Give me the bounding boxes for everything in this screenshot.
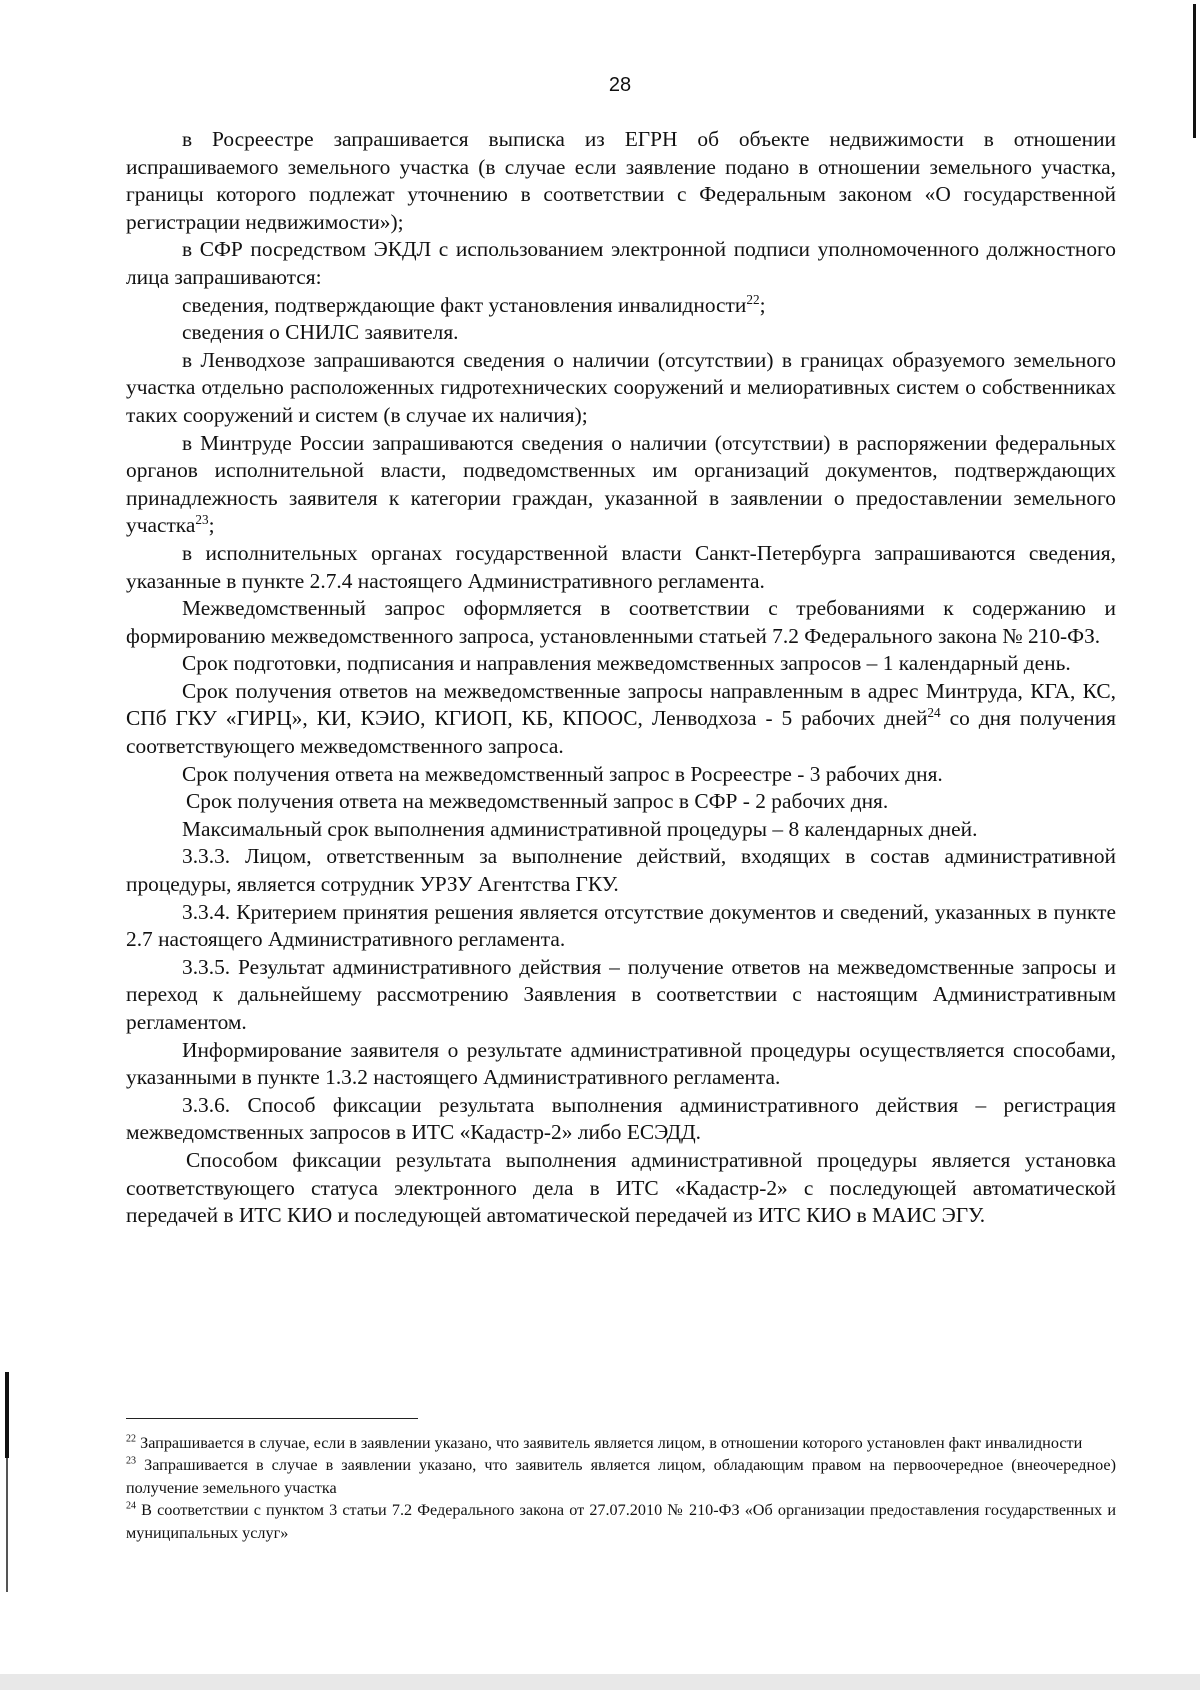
footnote-ref-24[interactable]: 24: [927, 705, 941, 721]
paragraph-snils: сведения о СНИЛС заявителя.: [182, 320, 459, 345]
paragraph-informing: Информирование заявителя о результате административной процедуры осуществляется способами, указанными в пункте 1.3.2 настоящего Административного регламента.: [126, 1037, 1116, 1090]
paragraph-3-3-5: 3.3.5. Результат административного действия – получение ответов на межведомственные запросы и переход к дальнейшему рассмотрению Заявления в соответствии с настоящим Административным регламентом.: [126, 954, 1116, 1034]
footnote-22: [126, 1432, 1116, 1454]
footnote-24: [126, 1499, 1116, 1544]
paragraph-3-3-3: 3.3.3. Лицом, ответственным за выполнение действий, входящих в состав административной процедуры, является сотрудник УРЗУ Агентства ГКУ.: [126, 844, 1116, 897]
footnote-mark: 22: [126, 1433, 137, 1445]
paragraph-3-3-4: 3.3.4. Критерием принятия решения является отсутствие документов и сведений, указанных в пункте 2.7 настоящего Административного регламента.: [126, 899, 1116, 952]
paragraph-sfr: в СФР посредством ЭКДЛ с использованием электронной подписи уполномоченного должностного лица запрашиваются:: [126, 237, 1116, 289]
footnote-23: [126, 1454, 1116, 1499]
scan-edge-bottom: [0, 1674, 1200, 1690]
paragraph-lenvodhoz: в Ленводхозе запрашиваются сведения о наличии (отсутствии) в границах образуемого земельного участка отдельно расположенных гидротехнических сооружений и мелиоративных систем о собственниках таких сооружений и систем (в случае их наличия);: [126, 347, 1116, 427]
paragraph-request-form: Межведомственный запрос оформляется в соответствии с требованиями к содержанию и формированию межведомственного запроса, установленными статьей 7.2 Федерального закона № 210-ФЗ.: [126, 596, 1116, 648]
footnote-text: Запрашивается в случае в заявлении указано, что заявитель является лицом, обладающим правом на первоочередное (внеочередное) получение земельного участка: [126, 1456, 1117, 1497]
paragraph-3-3-6: 3.3.6. Способ фиксации результата выполнения административного действия – регистрация межведомственных запросов в ИТС «Кадастр-2» либо ЕСЭДД.: [126, 1092, 1116, 1145]
page-number: 28: [608, 74, 632, 96]
scan-edge-mark-top: [1193, 4, 1196, 138]
scan-edge-mark-left-thin: [6, 1458, 8, 1592]
scan-edge-mark-left: [5, 1372, 9, 1458]
footnote-ref-22[interactable]: 22: [746, 291, 760, 307]
footnotes: [126, 1432, 1116, 1544]
paragraph-fixation: Способом фиксации результата выполнения административной процедуры является установка соответствующего статуса электронного дела в ИТС «Кадастр-2» с последующей автоматической передачей в ИТС КИО и последующей автоматической передачей из ИТС КИО в МАИС ЭГУ.: [126, 1147, 1116, 1228]
paragraph-rosreestr: в Росреестре запрашивается выписка из ЕГРН об объекте недвижимости в отношении испрашиваемого земельного участка (в случае если заявление подано в отношении земельного участка, границы которого подлежат уточнению в соответствии с Федеральным законом «О государственной регистрации недвижимости»);: [126, 127, 1116, 234]
footnote-text: В соответствии с пунктом 3 статьи 7.2 Федерального закона от 27.07.2010 № 210-ФЗ «Об организации предоставления государственных и муниципальных услуг»: [126, 1501, 1116, 1542]
footnote-text: Запрашивается в случае, если в заявлении указано, что заявитель является лицом, в отношении которого установлен факт инвалидности: [140, 1434, 1083, 1452]
footnote-separator: [126, 1418, 418, 1419]
paragraph-sfr-term: Срок получения ответа на межведомственный запрос в СФР - 2 рабочих дня.: [186, 789, 889, 814]
footnote-mark: 23: [126, 1456, 137, 1468]
paragraph-mintrud: в Минтруде России запрашиваются сведения о наличии (отсутствии) в распоряжении федеральных органов исполнительной власти, подведомственных им организаций документов, подтверждающих принадлежность заявителя к категории граждан, указанной в заявлении о предоставлении земельного участка$^{23}$;: [126, 430, 1116, 538]
paragraph-disability: сведения, подтверждающие факт установления инвалидности$^{22}$;: [182, 291, 766, 317]
footnote-mark: 24: [126, 1500, 137, 1512]
paragraph-preparation-term: Срок подготовки, подписания и направления межведомственных запросов – 1 календарный день.: [182, 651, 1071, 676]
paragraph-response-term: Срок получения ответов на межведомственные запросы направленным в адрес Минтруда, КГА, КС, СПб ГКУ «ГИРЦ», КИ, КЭИО, КГИОП, КБ, КПООС, Ленводхоза - 5 рабочих дней$^{24}$ со дня получения соответствующего межведомственного запроса.: [126, 678, 1116, 759]
paragraph-max-term: Максимальный срок выполнения административной процедуры – 8 календарных дней.: [182, 816, 978, 841]
paragraph-spb-authorities: в исполнительных органах государственной власти Санкт-Петербурга запрашиваются сведения, указанные в пункте 2.7.4 настоящего Административного регламента.: [126, 540, 1116, 593]
paragraph-rosreestr-term: Срок получения ответа на межведомственный запрос в Росреестре - 3 рабочих дня.: [182, 761, 943, 786]
document-body: [126, 126, 1116, 1230]
footnote-ref-23[interactable]: 23: [195, 512, 209, 528]
